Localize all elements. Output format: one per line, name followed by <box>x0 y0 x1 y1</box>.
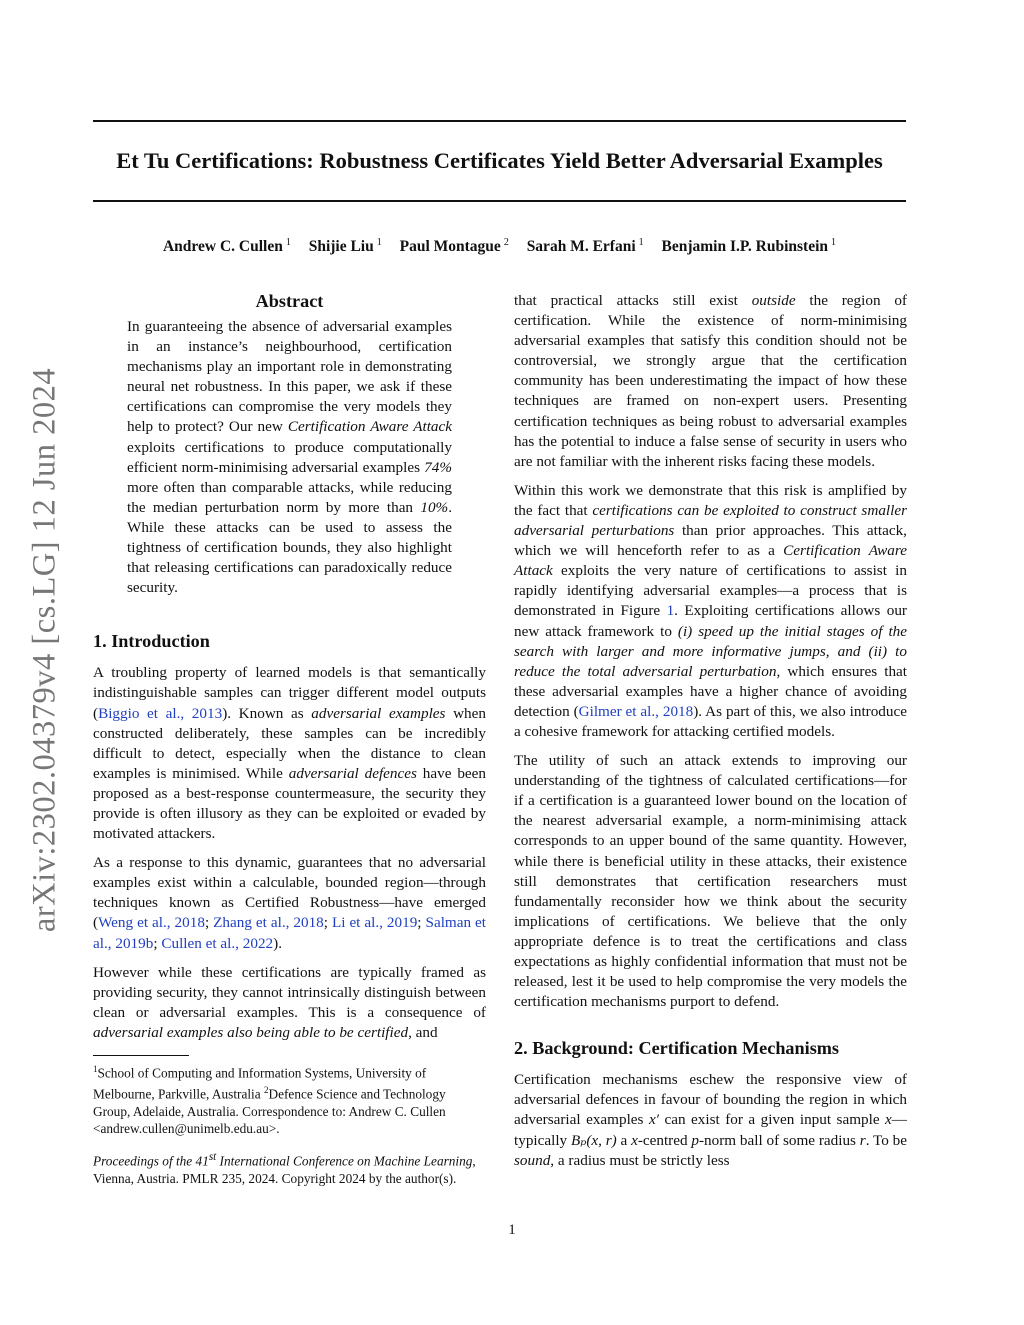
emphasis: International Conference on Machine Learning <box>216 1153 473 1169</box>
citation-link[interactable]: Gilmer et al., 2018 <box>578 702 694 720</box>
right-paragraph-3: The utility of such an attack extends to improving our understanding of the tightness of calculated certifications—for if a certification is a guaranteed lower bound on the location of the nearest adversarial example, a norm-minimising attack corresponds to an upper bound of the same quantity. However, while there is beneficial utility in these attacks, their existence still demonstrates that certification researchers must fundamentally reconsider how we think about the security implications of certifications. We believe that the only appropriate defence is to treat the certifications and class expectations as highly confidential information that must not be released, lest it be used to help compromise the very models the certification mechanisms purport to defend. <box>514 752 907 1011</box>
abstract-heading: Abstract <box>255 291 324 311</box>
author-affiliation: 1 <box>285 237 291 248</box>
citation-link[interactable]: Biggio et al., 2013 <box>98 704 223 722</box>
page-number: 1 <box>508 1222 516 1238</box>
text: ; <box>153 934 162 952</box>
text: , a radius must be strictly less <box>550 1151 730 1169</box>
math: Bₚ(x, r) <box>570 1131 617 1149</box>
intro-paragraph-1 <box>93 663 486 844</box>
text: Within this work we demonstrate that this risk is amplified by the fact that <box>514 481 907 519</box>
text: exploits certifications to produce computationally efficient norm-minimising adversarial examples <box>127 438 452 476</box>
footnote-rule <box>93 1055 189 1056</box>
emphasis: 41 <box>195 1153 209 1169</box>
text: a <box>616 1131 632 1149</box>
arxiv-stamp: arXiv:2302.04379v4 [cs.LG] 12 Jun 2024 <box>26 367 63 933</box>
text: A troubling property of learned models is that semantically indistinguishable samples can trigger different model outputs ( <box>93 664 486 722</box>
author-affiliation: 1 <box>831 237 837 248</box>
background-paragraph-1 <box>514 1070 907 1170</box>
text: ). <box>273 934 282 952</box>
title-top-rule <box>93 120 906 122</box>
author <box>400 238 509 255</box>
emphasis: adversarial examples <box>311 704 446 722</box>
text: -centred <box>637 1131 692 1149</box>
author-name: Andrew C. Cullen <box>162 238 283 256</box>
text: can exist for a given input sample <box>659 1111 886 1129</box>
emphasis: Certification Aware Attack <box>514 542 907 580</box>
emphasis: outside <box>751 292 796 309</box>
text: ; <box>323 914 332 932</box>
emphasis: adversarial defences <box>288 764 417 782</box>
text: However while these certifications are typically framed as providing security, they cannot intrinsically distinguish between clean or adversarial examples. This is a consequence of <box>93 963 486 1021</box>
section-heading-introduction: 1. Introduction <box>93 631 210 652</box>
text: In guaranteeing the absence of adversarial examples in an instance’s neighbourhood, certification mechanisms play an important role in demonstrating neural net robustness. In this paper, we ask if these certifications can compromise the very models they help to protect? Our new <box>127 318 452 436</box>
author <box>163 238 291 255</box>
text: ). As part of this, we also introduce a cohesive framework for attacking certified models. <box>514 702 907 740</box>
author <box>527 238 644 255</box>
emphasis: sound <box>514 1151 551 1169</box>
right-paragraph-1 <box>514 291 907 472</box>
text: , which ensures that these adversarial examples have a higher chance of avoiding detection ( <box>514 662 908 720</box>
text: School of Computing and Information Systems, University of Melbourne, Parkville, Australia <box>93 1065 427 1102</box>
math: x <box>631 1131 638 1149</box>
text: . While these attacks can be used to assess the tightness of certification bounds, they also highlight that releasing certifications can paradoxically reduce security. <box>127 498 452 597</box>
citation-link[interactable]: Li et al., 2019 <box>331 914 418 932</box>
math: r <box>859 1131 866 1149</box>
math: p <box>691 1131 699 1149</box>
emphasis: (i) speed up the initial stages of the search with larger and more informative jumps, and (ii) to reduce the total adversarial perturbation <box>514 622 908 680</box>
text: exploits the very nature of certifications to assist in rapidly identifying adversarial examples—a process that is demonstrated in Figure <box>514 562 907 620</box>
section-heading-background: 2. Background: Certification Mechanisms <box>514 1038 840 1059</box>
emphasis: Certification Aware Attack <box>287 418 452 436</box>
author-list <box>93 237 906 256</box>
intro-paragraph-3 <box>93 963 486 1043</box>
citation-link[interactable]: Weng et al., 2018 <box>98 914 205 932</box>
text: As a response to this dynamic, guarantees that no adversarial examples exist within a calculable, bounded region—through techniques known as Certified Robustness—have emerged ( <box>93 854 486 932</box>
author-name: Benjamin I.P. Rubinstein <box>661 238 829 256</box>
text: ; <box>417 914 426 932</box>
text: , Vienna, Austria. PMLR 235, 2024. Copyright 2024 by the author(s). <box>93 1153 476 1186</box>
emphasis: Proceedings of the <box>93 1153 196 1169</box>
author-affiliation: 1 <box>638 237 644 248</box>
math: x′ <box>648 1111 660 1129</box>
abstract-body <box>127 317 452 598</box>
footnote-marker: 1 <box>93 1064 98 1074</box>
text: ; <box>204 914 214 932</box>
author-affiliation: 2 <box>503 237 509 248</box>
text: have been proposed as a best-response countermeasure, the security they provide is often illusory as they can be exploited or evaded by motivated attackers. <box>93 764 487 843</box>
footnote-marker: 2 <box>263 1084 269 1095</box>
author <box>309 238 382 255</box>
text: . Exploiting certifications allows our new attack framework to <box>514 602 907 640</box>
left-column <box>93 291 486 1187</box>
text: Certification mechanisms eschew the responsive view of adversarial defences in favour of bounding the region in which adversarial examples <box>514 1071 907 1129</box>
author-name: Paul Montague <box>399 238 501 256</box>
emphasis: adversarial examples also being able to be certified <box>93 1023 409 1041</box>
text: when constructed deliberately, these samples can be incredibly difficult to detect, especially when the distance to clean examples is minimised. While <box>93 704 486 782</box>
text: ). Known as <box>222 704 312 722</box>
title-bottom-rule <box>93 200 906 202</box>
citation-link[interactable]: Cullen et al., 2022 <box>161 934 274 952</box>
text: . To be <box>865 1131 907 1149</box>
citation-link[interactable]: Salman et al., 2019b <box>93 914 486 952</box>
author <box>662 238 837 255</box>
author-affiliation: 1 <box>376 237 382 248</box>
paper-title: Et Tu Certifications: Robustness Certificates Yield Better Adversarial Examples <box>116 148 883 173</box>
text: —typically <box>514 1111 907 1149</box>
text: Defence Science and Technology Group, Adelaide, Australia. Correspondence to: Andrew C. Cullen <andrew.cullen@unimelb.edu.au>. <box>93 1086 446 1137</box>
intro-paragraph-2 <box>93 853 486 953</box>
figure-link[interactable]: 1 <box>666 602 675 620</box>
text: more often than comparable attacks, while reducing the median perturbation norm by more than <box>127 478 452 516</box>
citation-link[interactable]: Zhang et al., 2018 <box>213 914 324 932</box>
proceedings-note <box>93 1149 486 1187</box>
text: -norm ball of some radius <box>698 1131 860 1149</box>
right-column <box>514 291 907 1171</box>
text: the region of certification. While the existence of norm-minimising adversarial examples that satisfy this condition should not be controversial, we strongly argue that the certification community has been underestimating the impact of how these techniques are framed on non-expert users. Presenting certification techniques as being robust to adversarial examples has the potential to induce a false sense of security in users who are not familiar with the inherent risks facing these models. <box>514 292 907 470</box>
math: x <box>885 1111 892 1129</box>
text: , and <box>408 1023 438 1041</box>
math: 74% <box>424 458 452 476</box>
affiliation-footnote <box>93 1061 486 1138</box>
text: than prior approaches. This attack, which we will henceforth refer to as a <box>514 522 907 560</box>
text: that practical attacks still exist <box>514 292 752 309</box>
author-name: Shijie Liu <box>308 238 374 256</box>
emphasis: st <box>208 1150 217 1163</box>
emphasis: certifications can be exploited to construct smaller adversarial perturbations <box>514 501 907 540</box>
math: 10% <box>420 498 449 516</box>
author-name: Sarah M. Erfani <box>526 238 636 256</box>
right-paragraph-2 <box>514 481 907 742</box>
